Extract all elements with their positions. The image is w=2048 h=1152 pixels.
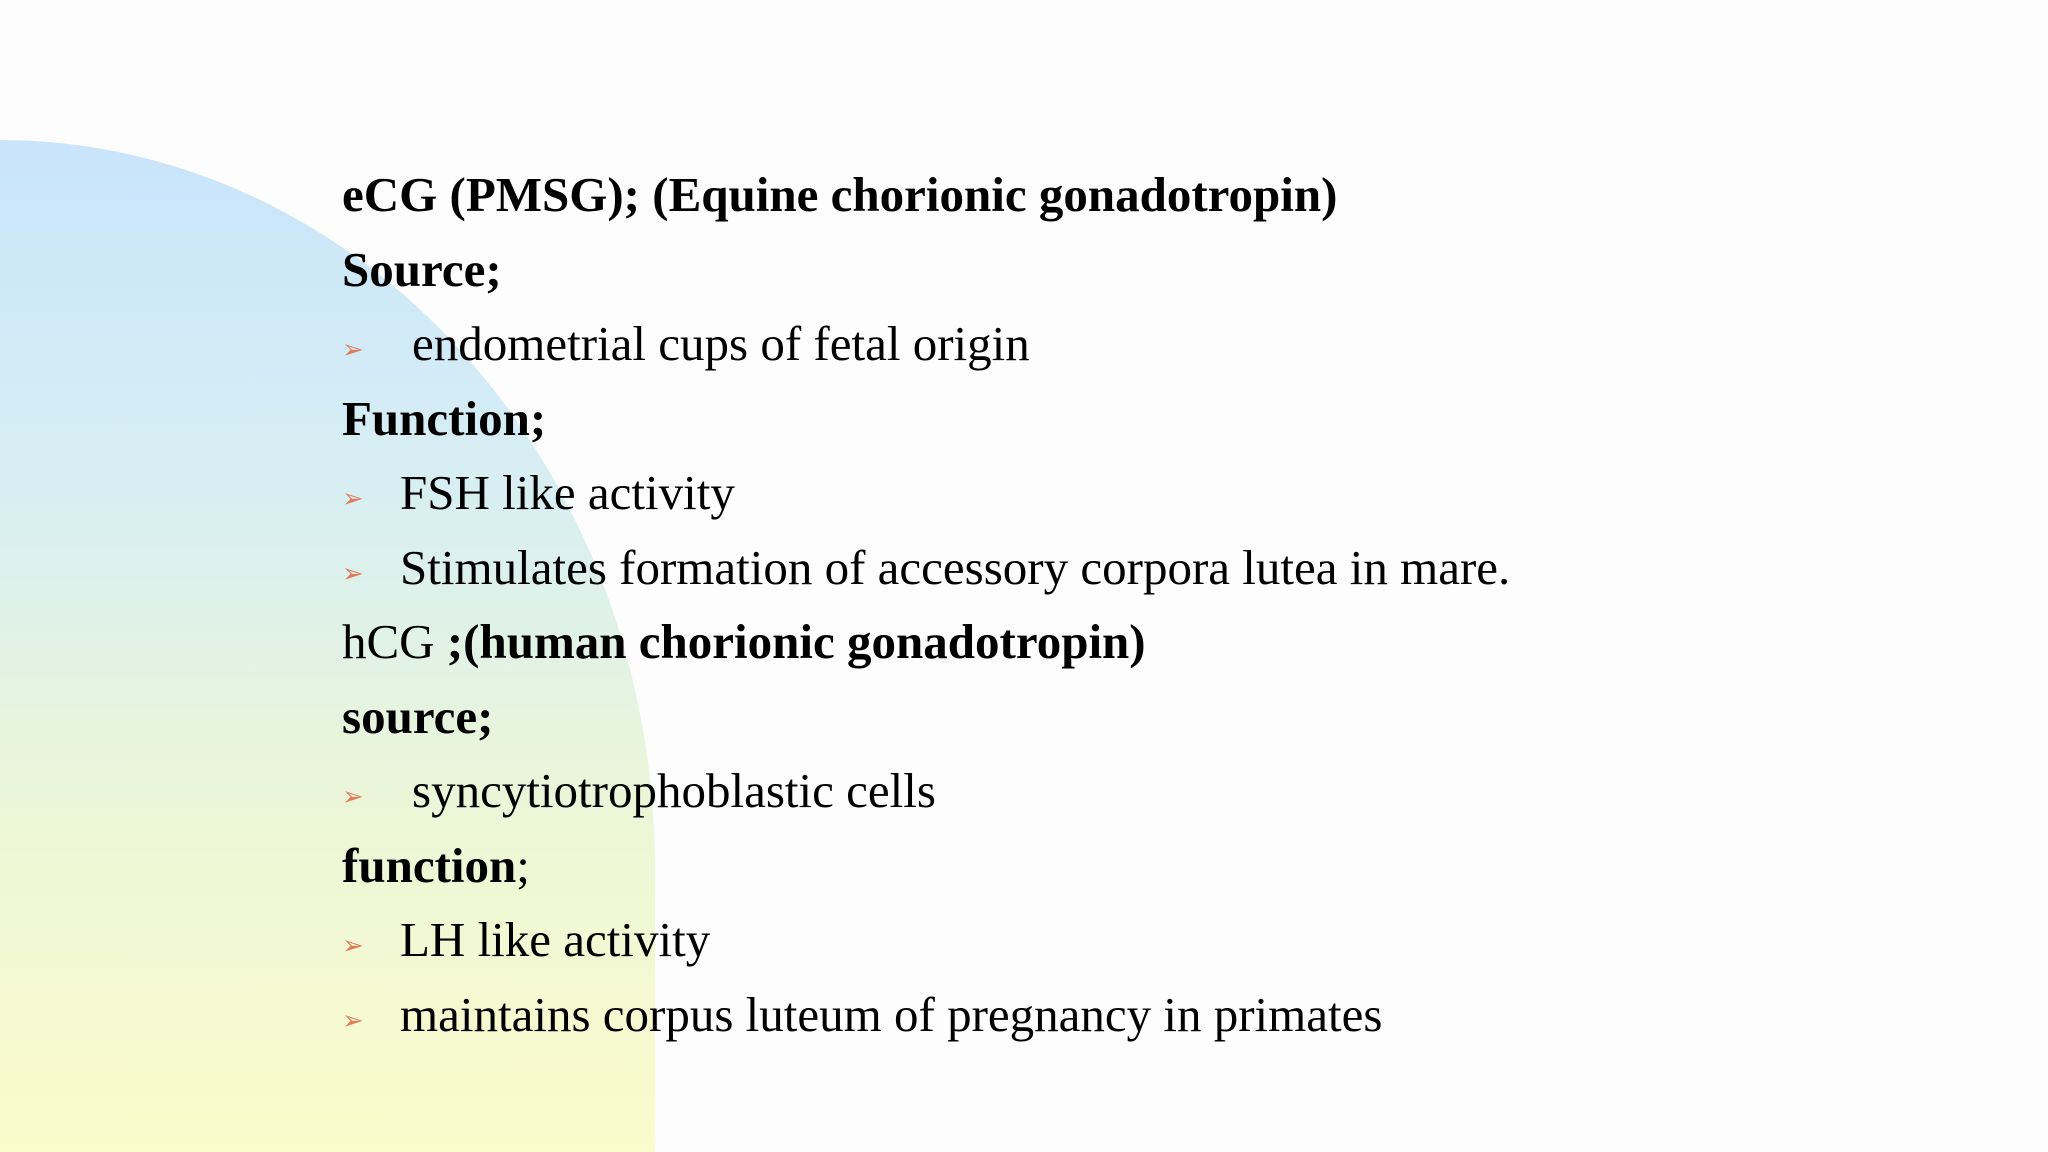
- function-label-hcg-bold: function: [342, 837, 517, 893]
- bullet-item: [342, 307, 1942, 382]
- heading-hcg: [342, 605, 1942, 680]
- arrow-bullet-icon: ➢: [342, 484, 364, 513]
- bullet-text: syncytiotrophoblastic cells: [412, 763, 936, 818]
- bullet-item: [342, 531, 1942, 606]
- function-label-hcg: [342, 829, 1942, 904]
- bullet-text: LH like activity: [400, 912, 711, 967]
- arrow-bullet-icon: ➢: [342, 931, 364, 960]
- arrow-bullet-icon: ➢: [342, 782, 364, 811]
- source-label-hcg: source;: [342, 688, 494, 744]
- arrow-bullet-icon: ➢: [342, 335, 364, 364]
- bullet-item: [342, 978, 1942, 1053]
- arrow-bullet-icon: ➢: [342, 558, 364, 588]
- heading-ecg: eCG (PMSG); (Equine chorionic gonadotropin): [342, 167, 1338, 222]
- arrow-bullet-icon: ➢: [342, 1005, 364, 1035]
- slide-content: [342, 158, 1942, 1052]
- heading-hcg-title: ;(human chorionic gonadotropin): [446, 614, 1146, 669]
- function-label-hcg-tail: ;: [516, 837, 530, 893]
- heading-hcg-prefix: hCG: [342, 614, 435, 669]
- bullet-item: [342, 456, 1942, 531]
- bullet-text: FSH like activity: [400, 465, 735, 520]
- bullet-item: [342, 903, 1942, 978]
- source-label-ecg: Source;: [342, 241, 502, 297]
- bullet-text: endometrial cups of fetal origin: [412, 316, 1030, 371]
- bullet-text: Stimulates formation of accessory corpora lutea in mare.: [400, 539, 1511, 595]
- function-label-ecg: Function;: [342, 390, 547, 446]
- bullet-text: maintains corpus luteum of pregnancy in primates: [400, 986, 1383, 1042]
- bullet-item: [342, 754, 1942, 829]
